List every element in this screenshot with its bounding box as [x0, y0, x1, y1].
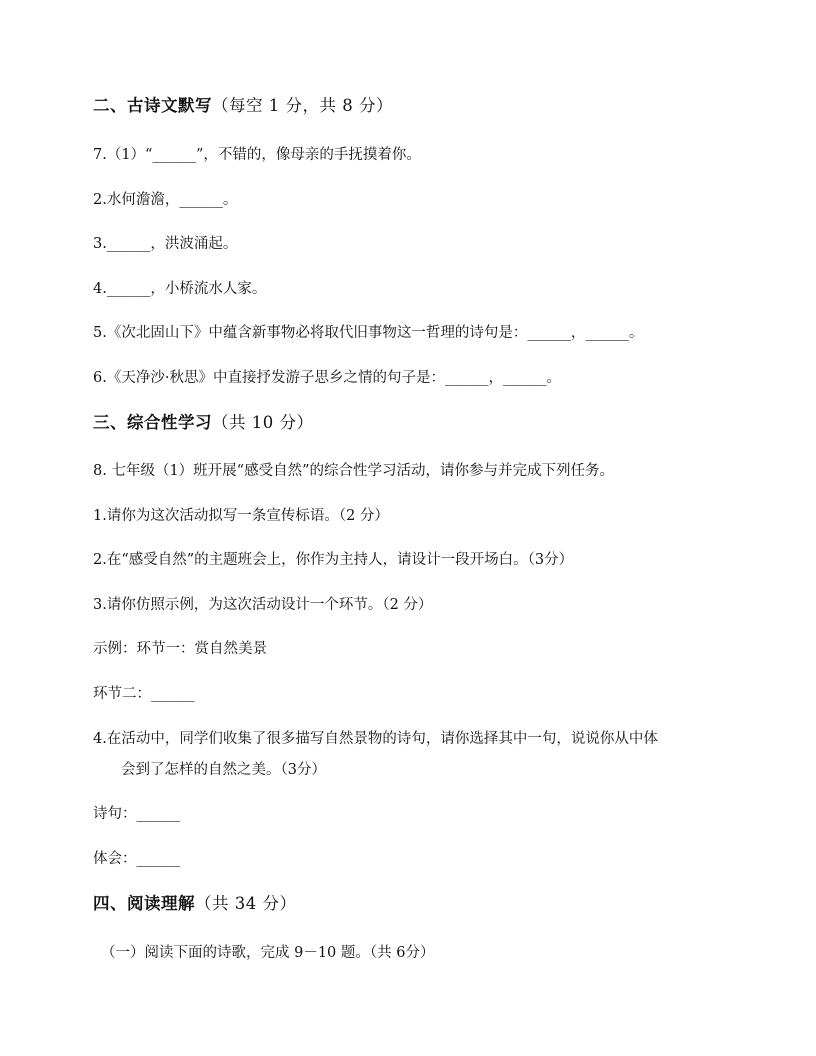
- section-score-note: （每空 1 分，共 8 分）: [212, 96, 393, 115]
- question-line: 2.水何澹澹，______。: [93, 192, 238, 208]
- question-line: 3.______，洪波涌起。: [93, 236, 238, 252]
- answer-line: 诗句：______: [93, 806, 180, 822]
- question-line: 4.在活动中，同学们收集了很多描写自然景物的诗句，请你选择其中一句，说说你从中体: [93, 731, 658, 747]
- question-line: 5.《次北固山下》中蕴含新事物必将取代旧事物这一哲理的诗句是：______，______。: [93, 325, 644, 341]
- subsection-line: （一）阅读下面的诗歌，完成 9－10 题。（共 6分）: [101, 945, 435, 961]
- section-heading-4: [93, 894, 776, 914]
- section-heading-3: [93, 413, 776, 433]
- question-line: 4.______，小桥流水人家。: [93, 281, 267, 297]
- section-title: 二、古诗文默写: [93, 96, 212, 115]
- answer-line: 体会：______: [93, 851, 180, 867]
- section-score-note: （共 10 分）: [212, 413, 314, 432]
- section-score-note: （共 34 分）: [195, 894, 297, 913]
- section-title: 四、阅读理解: [93, 894, 195, 913]
- question-line: 7.（1）“______”，不错的，像母亲的手抚摸着你。: [93, 147, 421, 163]
- question-line: 8. 七年级（1）班开展“感受自然”的综合性学习活动，请你参与并完成下列任务。: [93, 463, 614, 479]
- question-line: 6.《天净沙·秋思》中直接抒发游子思乡之情的句子是：______，______。: [93, 370, 561, 386]
- question-line-continued: 会到了怎样的自然之美。（3分）: [121, 762, 326, 778]
- section-title: 三、综合性学习: [93, 413, 212, 432]
- section-heading-2: [93, 96, 776, 116]
- question-line: 2.在“感受自然”的主题班会上，你作为主持人，请设计一段开场白。（3分）: [93, 552, 574, 568]
- example-line: 示例：环节一：赏自然美景: [93, 641, 267, 657]
- question-line: 3.请你仿照示例，为这次活动设计一个环节。（2 分）: [93, 597, 433, 613]
- answer-line: 环节二：______: [93, 686, 195, 702]
- question-line: 1.请你为这次活动拟写一条宣传标语。（2 分）: [93, 508, 389, 524]
